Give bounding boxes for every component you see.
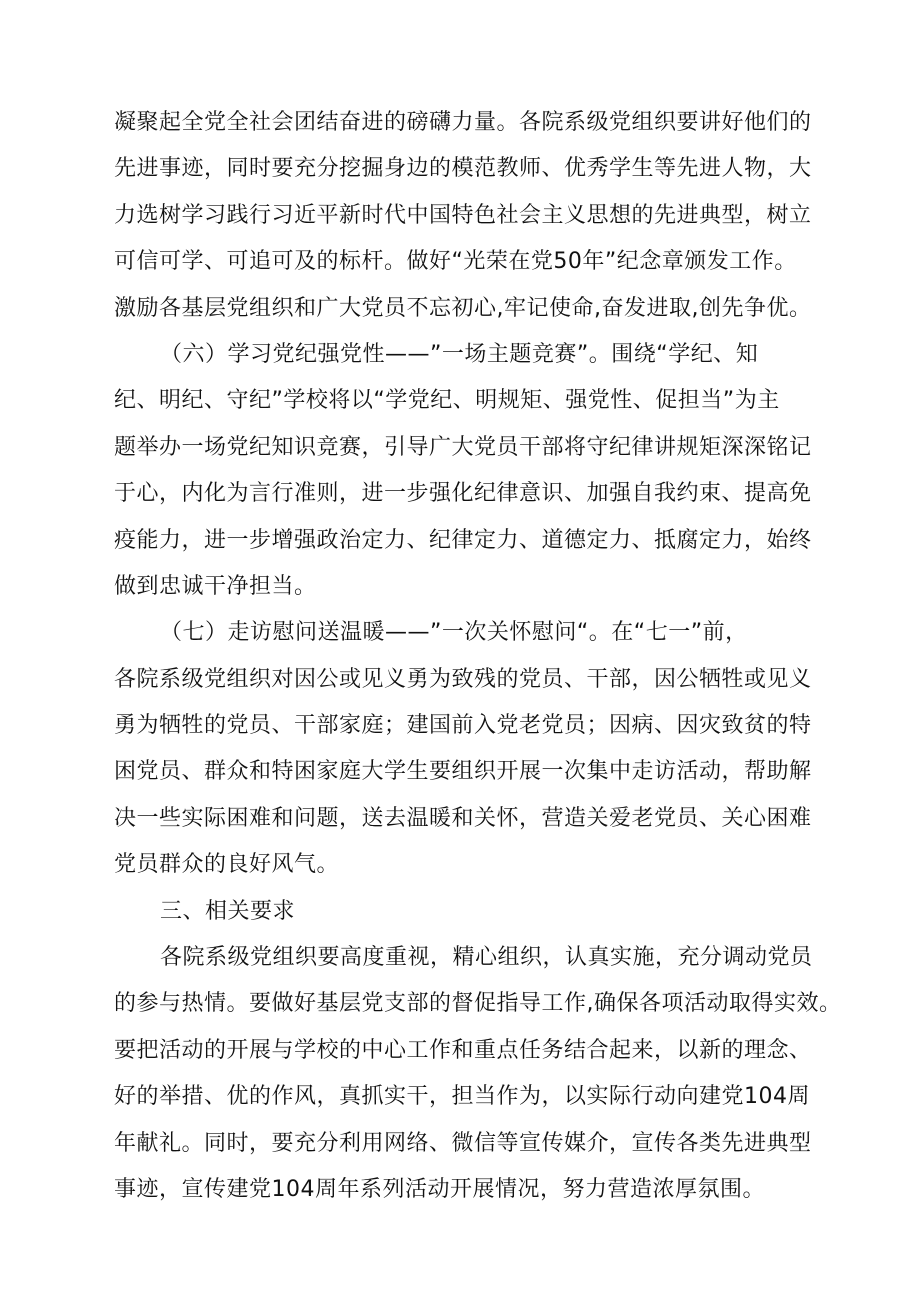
- text-line: 的参与热情。要做好基层党支部的督促指导工作,确保各项活动取得实效。: [114, 991, 842, 1017]
- text-line: 勇为牺牲的党员、干部家庭；建国前入党老党员；因病、因灾致贫的特: [114, 713, 812, 739]
- text-line: 年献礼。同时，要充分利用网络、微信等宣传媒介，宣传各类先进典型: [114, 1130, 812, 1156]
- text-line: 事迹，宣传建党104周年系列活动开展情况，努力营造浓厚氛围。: [114, 1176, 765, 1202]
- text-line: 力选树学习践行习近平新时代中国特色社会主义思想的先进典型，树立: [114, 202, 812, 228]
- text-line: 要把活动的开展与学校的中心工作和重点任务结合起来，以新的理念、: [114, 1037, 812, 1063]
- text-line: 党员群众的良好风气。: [114, 852, 340, 878]
- text-line: （七）走访慰问送温暖——”一次关怀慰问“。在“七一”前，: [160, 620, 748, 646]
- text-line: 纪、明纪、守纪”学校将以“学党纪、明规矩、强党性、促担当”为主: [114, 388, 780, 414]
- text-line: 困党员、群众和特困家庭大学生要组织开展一次集中走访活动，帮助解: [114, 759, 812, 785]
- text-line: 三、相关要求: [160, 898, 296, 924]
- text-line: 决一些实际困难和问题，送去温暖和关怀，营造关爱老党员、关心困难: [114, 805, 812, 831]
- text-line: 好的举措、优的作风，真抓实干，担当作为，以实际行动向建党104周: [114, 1084, 810, 1110]
- text-line: 各院系级党组织要高度重视，精心组织，认真实施，充分调动党员: [160, 945, 813, 971]
- text-line: 可信可学、可追可及的标杆。做好“光荣在党50年”纪念章颁发工作。: [114, 249, 797, 275]
- text-line: 凝聚起全党全社会团结奋进的磅礴力量。各院系级党组织要讲好他们的: [114, 110, 812, 135]
- text-line: （六）学习党纪强党性——”一场主题竞赛”。围绕“学纪、知: [160, 341, 759, 367]
- document-body: [114, 100, 844, 1213]
- text-line: 做到忠诚干净担当。: [114, 573, 317, 599]
- text-line: 于心，内化为言行准则，进一步强化纪律意识、加强自我约束、提高免: [114, 481, 812, 507]
- text-line: 激励各基层党组织和广大党员不忘初心,牢记使命,奋发进取,创先争优。: [114, 295, 812, 321]
- text-line: 先进事迹，同时要充分挖掘身边的模范教师、优秀学生等先进人物，大: [114, 156, 812, 182]
- text-line: 各院系级党组织对因公或见义勇为致残的党员、干部，因公牺牲或见义: [114, 666, 812, 692]
- text-line: 题举办一场党纪知识竞赛，引导广大党员干部将守纪律讲规矩深深铭记: [114, 434, 812, 460]
- text-line: 疫能力，进一步增强政治定力、纪律定力、道德定力、抵腐定力，始终: [114, 527, 812, 553]
